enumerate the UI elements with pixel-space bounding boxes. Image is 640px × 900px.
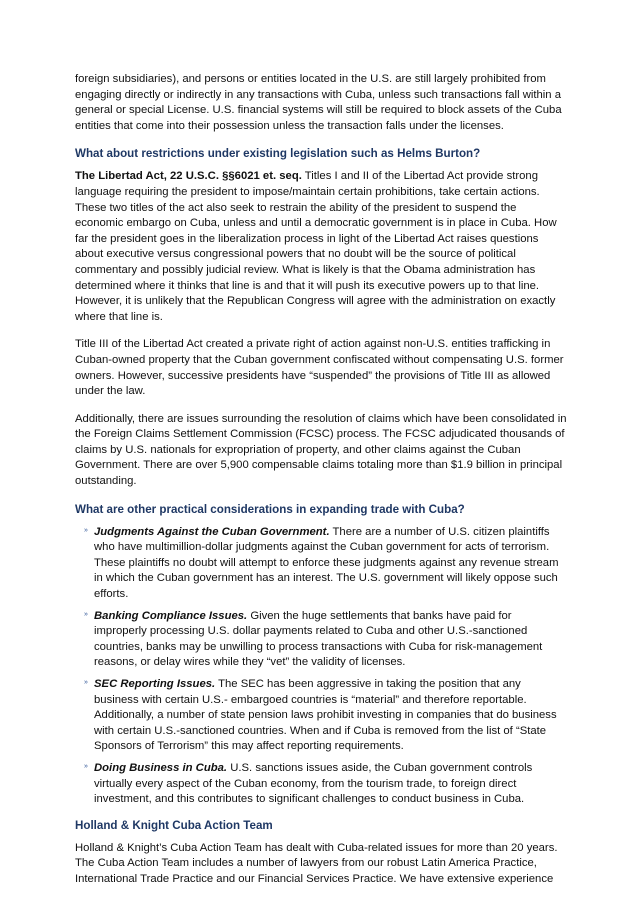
document-page	[75, 72, 567, 900]
bullet-term: Doing Business in Cuba.	[94, 761, 228, 774]
bullet-marker-icon: »	[84, 762, 88, 770]
list-item	[75, 609, 567, 671]
bullet-text: Given the huge settlements that banks have paid for improperly processing U.S. dollar payments related to Cuba and other U.S.-sanctioned countries, banks may be unwilling to process transactions with Cuba for risk-management reasons, or delay wires while they “vet” the validity of licenses.	[94, 609, 543, 669]
bullet-marker-icon: »	[84, 610, 88, 618]
list-item	[75, 677, 567, 755]
list-item	[75, 761, 567, 808]
bullet-text: U.S. sanctions issues aside, the Cuban government controls virtually every aspect of the Cuban economy, from the tourism trade, to foreign direct investment, and this contributes to significant challenges to conduct business in Cuba.	[94, 761, 533, 806]
section-heading-cuba-action-team: Holland & Knight Cuba Action Team	[75, 818, 273, 832]
libertad-act-lead: The Libertad Act, 22 U.S.C. §§6021 et. seq.	[75, 170, 302, 183]
bullet-text: The SEC has been aggressive in taking the position that any business with certain U.S.- embargoed countries is “material” and therefore reportable. Additionally, a number of state pension laws prohibit investing in companies that do business with certain U.S.-sanctioned countries. When and if Cuba is removed from the list of “State Sponsors of Terrorism” this may affect reporting requirements.	[94, 678, 557, 753]
libertad-act-paragraph	[75, 169, 567, 325]
libertad-act-text: Titles I and II of the Libertad Act provide strong language requiring the president to impose/maintain certain prohibitions, take certain actions. These two titles of the act also seek to restrain the ability of the president to suspend the economic embargo on Cuba, unless and until a democratic government is in place in Cuba. How far the president goes in the liberalization process in light of the Libertad Act raises questions about executive versus congressional powers that no doubt will be the source of political commentary and possibly judicial review. What is likely is that the Obama administration has determined where it thinks that line is and that it will push its executive powers up to that line. However, it is unlikely that the Republican Congress will agree with the administration on exactly where that line is.	[75, 170, 557, 323]
bullet-marker-icon: »	[84, 679, 88, 686]
intro-paragraph: foreign subsidiaries), and persons or entities located in the U.S. are still largely prohibited from engaging directly or indirectly in any transactions with Cuba, unless such transactions fall within a general or special License. U.S. financial systems will still be required to block assets of the Cuba entities that come into their possession unless the transaction falls under the licenses.	[75, 73, 562, 132]
section-heading-practical-considerations: What are other practical considerations in expanding trade with Cuba?	[75, 502, 465, 516]
cuba-action-team-paragraph: Holland & Knight’s Cuba Action Team has dealt with Cuba-related issues for more than 20 years. The Cuba Action Team includes a number of lawyers from our robust Latin America Practice, International Trade Practice and our Financial Services Practice. We have extensive experience	[75, 841, 558, 885]
bullet-term: Banking Compliance Issues.	[94, 609, 248, 622]
bullet-term: SEC Reporting Issues.	[94, 678, 216, 690]
title-iii-paragraph: Title III of the Libertad Act created a private right of action against non-U.S. entities trafficking in Cuban-owned property that the Cuban government confiscated without compensating U.S. former owners. However, successive presidents have “suspended” the provisions of Title III as allowed under the law.	[75, 338, 564, 398]
bullet-text: There are a number of U.S. citizen plaintiffs who have multimillion-dollar judgments against the Cuban government for acts of terrorism. These plaintiffs no doubt will attempt to enforce these judgments against any revenue stream in which the Cuban government has an interest. The U.S. government will likely oppose such efforts.	[94, 525, 559, 601]
list-item	[75, 525, 567, 603]
bullet-term: Judgments Against the Cuban Government.	[94, 525, 330, 538]
section-heading-helms-burton: What about restrictions under existing legislation such as Helms Burton?	[75, 147, 481, 161]
bullet-marker-icon: »	[84, 526, 88, 534]
claims-paragraph: Additionally, there are issues surrounding the resolution of claims which have been consolidated in the Foreign Claims Settlement Commission (FCSC) process. The FCSC adjudicated thousands of claims by U.S. nationals for expropriation of property, and other claims against the Cuban Government. There are over 5,900 compensable claims totaling more than $1.9 billion in principal outstanding.	[75, 412, 567, 488]
considerations-list	[75, 525, 567, 808]
